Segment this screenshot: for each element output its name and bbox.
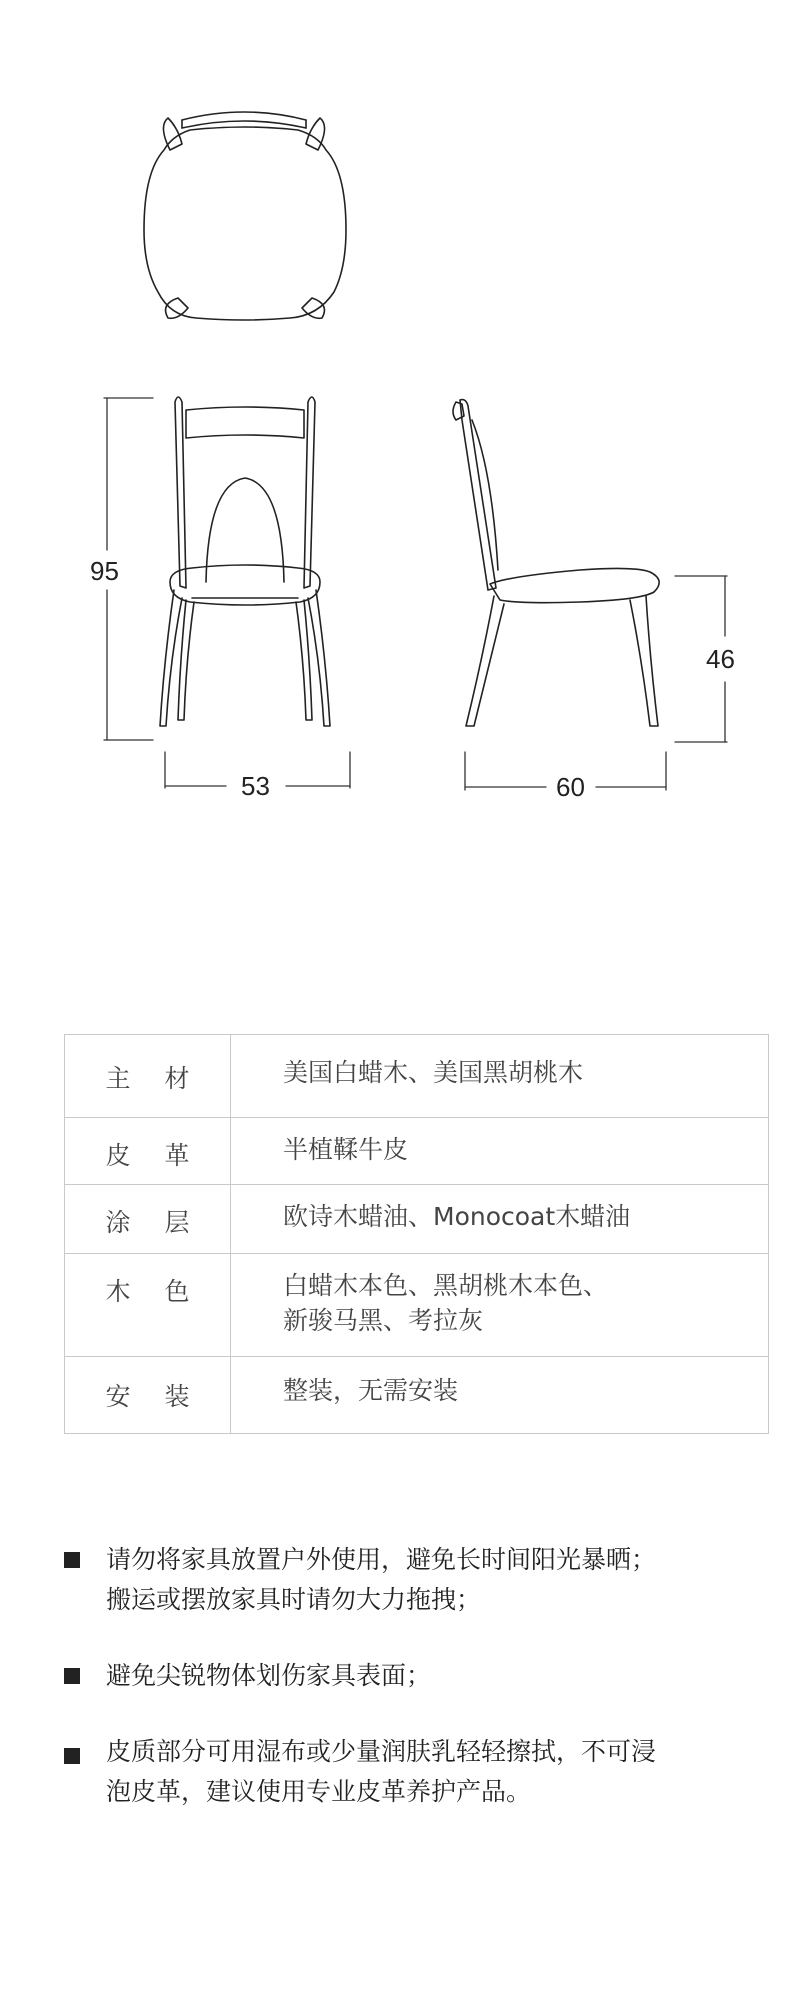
spec-value: 美国白蜡木、美国黑胡桃木 xyxy=(283,1058,584,1087)
chair-side-view xyxy=(453,400,659,726)
bullet-square-icon xyxy=(64,1668,80,1684)
chair-front-view xyxy=(160,397,330,726)
care-note: 请勿将家具放置户外使用，避免长时间阳光暴晒； 搬运或摆放家具时请勿大力拖拽； xyxy=(64,1540,764,1620)
spec-value: 半植鞣牛皮 xyxy=(283,1135,409,1164)
front-width-dimension-label: 53 xyxy=(241,771,270,801)
spec-value: 欧诗木蜡油、Monocoat木蜡油 xyxy=(283,1202,631,1231)
spec-row-wood-color xyxy=(65,1254,768,1357)
spec-label: 皮 革 xyxy=(65,1118,231,1184)
spec-label: 涂 层 xyxy=(65,1185,231,1253)
spec-value: 整装，无需安装 xyxy=(283,1376,459,1405)
chair-technical-drawings xyxy=(0,0,790,830)
bullet-square-icon xyxy=(64,1748,80,1764)
care-notes xyxy=(64,1540,764,1848)
spec-label: 主 材 xyxy=(65,1035,231,1117)
chair-top-view xyxy=(144,112,346,320)
spec-row-coating xyxy=(65,1185,768,1254)
spec-row-installation xyxy=(65,1357,768,1433)
care-note: 避免尖锐物体划伤家具表面； xyxy=(64,1656,764,1696)
seat-height-dimension-label: 46 xyxy=(706,644,735,674)
spec-label: 安 装 xyxy=(65,1357,231,1433)
spec-value: 白蜡木本色、黑胡桃木本色、 新骏马黑、考拉灰 xyxy=(283,1271,609,1335)
spec-row-material xyxy=(65,1035,768,1118)
side-depth-dimension-label: 60 xyxy=(556,772,585,802)
care-note: 皮质部分可用湿布或少量润肤乳轻轻擦拭，不可浸 泡皮革，建议使用专业皮革养护产品。 xyxy=(64,1732,764,1812)
height-dimension-label: 95 xyxy=(90,556,119,586)
spec-table xyxy=(64,1034,769,1434)
bullet-square-icon xyxy=(64,1552,80,1568)
spec-row-leather xyxy=(65,1118,768,1185)
spec-label: 木 色 xyxy=(65,1254,231,1356)
